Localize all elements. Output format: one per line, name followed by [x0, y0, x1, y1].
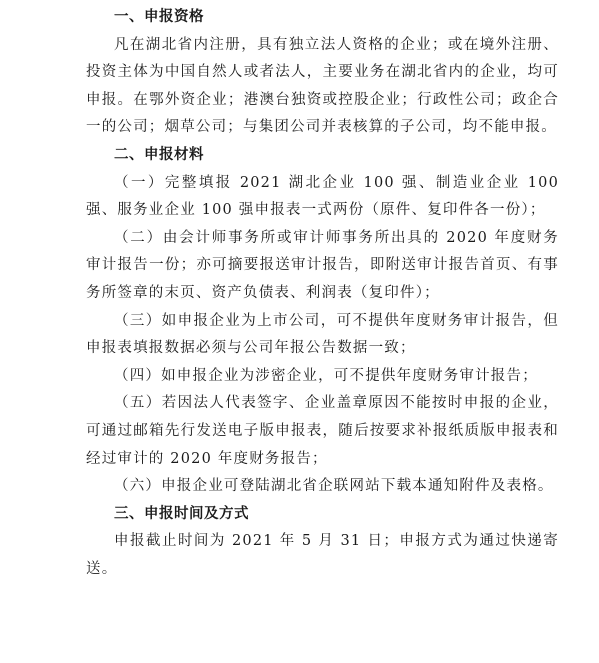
materials-item-1: （一）完整填报 2021 湖北企业 100 强、制造业企业 100 强、服务业企业 100 强申报表一式两份（原件、复印件各一份）； — [86, 174, 559, 219]
materials-item-6: （六）申报企业可登陆湖北省企联网站下载本通知附件及表格。 — [114, 478, 554, 495]
materials-item-5: （五）若因法人代表签字、企业盖章原因不能按时申报的企业，可通过邮箱先行发送电子版申报表，随后按要求补报纸质版申报表和经过审计的 2020 年度财务报告； — [86, 395, 559, 467]
materials-item-3: （三）如申报企业为上市公司，可不提供年度财务审计报告，但申报表填报数据必须与公司年报公告数据一致； — [86, 312, 559, 357]
time-method-paragraph: 申报截止时间为 2021 年 5 月 31 日；申报方式为通过快递寄送。 — [86, 533, 559, 577]
section-heading-qualification: 一、申报资格 — [114, 9, 204, 25]
section-heading-time-method: 三、申报时间及方式 — [114, 505, 249, 522]
materials-item-2: （二）由会计师事务所或审计师事务所出具的 2020 年度财务审计报告一份；亦可摘要报送审计报告，即附送审计报告首页、有事务所签章的末页、资产负债表、利润表（复印件）； — [86, 229, 559, 301]
materials-item-4: （四）如申报企业为涉密企业，可不提供年度财务审计报告； — [114, 367, 538, 384]
section-heading-materials: 二、申报材料 — [114, 146, 204, 163]
qualification-paragraph: 凡在湖北省内注册，具有独立法人资格的企业；或在境外注册、投资主体为中国自然人或者法人，主要业务在湖北省内的企业，均可申报。在鄂外资企业；港澳台独资或控股企业；行政性公司；政企合一的公司；烟草公司；与集团公司并表核算的子公司，均不能申报。 — [86, 36, 559, 136]
